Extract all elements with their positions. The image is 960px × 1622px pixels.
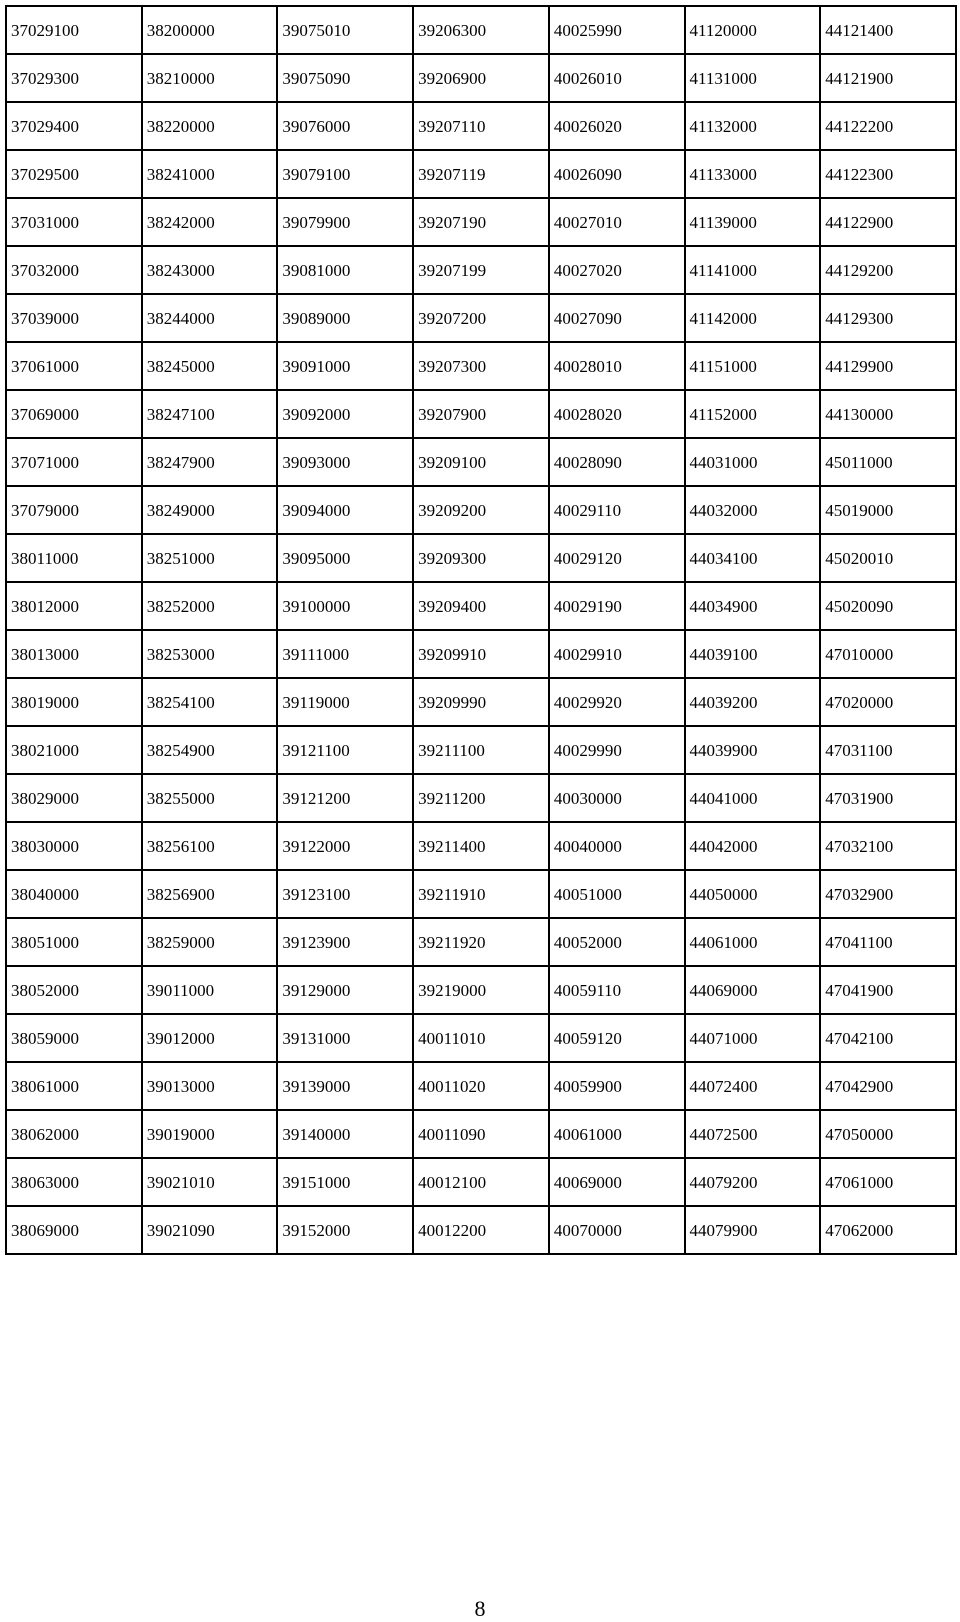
table-cell: 47032100 xyxy=(820,822,956,870)
table-cell: 38200000 xyxy=(142,6,278,54)
table-cell: 40012100 xyxy=(413,1158,549,1206)
table-row xyxy=(6,294,956,342)
table-cell: 40025990 xyxy=(549,6,685,54)
table-cell: 39207900 xyxy=(413,390,549,438)
table-row xyxy=(6,1158,956,1206)
table-cell: 38021000 xyxy=(6,726,142,774)
table-cell: 38220000 xyxy=(142,102,278,150)
table-cell: 38051000 xyxy=(6,918,142,966)
table-cell: 40029920 xyxy=(549,678,685,726)
table-cell: 39209990 xyxy=(413,678,549,726)
table-row xyxy=(6,438,956,486)
table-cell: 37039000 xyxy=(6,294,142,342)
table-row xyxy=(6,774,956,822)
table-row xyxy=(6,390,956,438)
table-cell: 44122900 xyxy=(820,198,956,246)
table-cell: 39209910 xyxy=(413,630,549,678)
table-cell: 38247900 xyxy=(142,438,278,486)
table-cell: 39021090 xyxy=(142,1206,278,1254)
table-cell: 39151000 xyxy=(277,1158,413,1206)
table-cell: 47061000 xyxy=(820,1158,956,1206)
table-row xyxy=(6,198,956,246)
table-cell: 37029500 xyxy=(6,150,142,198)
table-row xyxy=(6,6,956,54)
table-cell: 38029000 xyxy=(6,774,142,822)
table-cell: 47031100 xyxy=(820,726,956,774)
table-cell: 38210000 xyxy=(142,54,278,102)
table-cell: 38059000 xyxy=(6,1014,142,1062)
table-row xyxy=(6,342,956,390)
table-cell: 39129000 xyxy=(277,966,413,1014)
table-cell: 40029120 xyxy=(549,534,685,582)
table-cell: 39011000 xyxy=(142,966,278,1014)
table-cell: 40011020 xyxy=(413,1062,549,1110)
table-cell: 40026010 xyxy=(549,54,685,102)
table-cell: 44042000 xyxy=(685,822,821,870)
table-cell: 41133000 xyxy=(685,150,821,198)
table-cell: 40052000 xyxy=(549,918,685,966)
page-number: 8 xyxy=(474,1596,486,1621)
table-cell: 44121900 xyxy=(820,54,956,102)
table-cell: 40069000 xyxy=(549,1158,685,1206)
table-cell: 37032000 xyxy=(6,246,142,294)
table-cell: 40012200 xyxy=(413,1206,549,1254)
table-cell: 44079900 xyxy=(685,1206,821,1254)
table-cell: 40059900 xyxy=(549,1062,685,1110)
table-row xyxy=(6,822,956,870)
table-cell: 39075090 xyxy=(277,54,413,102)
table-cell: 44039200 xyxy=(685,678,821,726)
table-cell: 39076000 xyxy=(277,102,413,150)
table-cell: 44031000 xyxy=(685,438,821,486)
table-cell: 44034900 xyxy=(685,582,821,630)
table-cell: 39089000 xyxy=(277,294,413,342)
table-cell: 38243000 xyxy=(142,246,278,294)
table-row xyxy=(6,1014,956,1062)
table-cell: 38061000 xyxy=(6,1062,142,1110)
table-cell: 39211200 xyxy=(413,774,549,822)
table-cell: 37071000 xyxy=(6,438,142,486)
table-cell: 45019000 xyxy=(820,486,956,534)
table-cell: 41142000 xyxy=(685,294,821,342)
table-cell: 38254900 xyxy=(142,726,278,774)
table-cell: 39079100 xyxy=(277,150,413,198)
table-cell: 40026090 xyxy=(549,150,685,198)
table-cell: 41152000 xyxy=(685,390,821,438)
table-cell: 44129900 xyxy=(820,342,956,390)
table-cell: 38244000 xyxy=(142,294,278,342)
table-cell: 39079900 xyxy=(277,198,413,246)
table-cell: 39122000 xyxy=(277,822,413,870)
table-cell: 37031000 xyxy=(6,198,142,246)
table-cell: 47042100 xyxy=(820,1014,956,1062)
table-cell: 39211920 xyxy=(413,918,549,966)
table-cell: 38062000 xyxy=(6,1110,142,1158)
table-cell: 40029990 xyxy=(549,726,685,774)
table-cell: 39075010 xyxy=(277,6,413,54)
table-cell: 38245000 xyxy=(142,342,278,390)
table-cell: 47042900 xyxy=(820,1062,956,1110)
table-cell: 39123100 xyxy=(277,870,413,918)
table-cell: 39019000 xyxy=(142,1110,278,1158)
table-cell: 44122200 xyxy=(820,102,956,150)
table-cell: 45020090 xyxy=(820,582,956,630)
table-cell: 40029110 xyxy=(549,486,685,534)
table-cell: 41151000 xyxy=(685,342,821,390)
table-row xyxy=(6,966,956,1014)
table-cell: 39211910 xyxy=(413,870,549,918)
table-cell: 39209300 xyxy=(413,534,549,582)
table-row xyxy=(6,678,956,726)
table-cell: 38013000 xyxy=(6,630,142,678)
table-cell: 40040000 xyxy=(549,822,685,870)
table-cell: 38256100 xyxy=(142,822,278,870)
table-row xyxy=(6,102,956,150)
table-cell: 39100000 xyxy=(277,582,413,630)
table-cell: 38069000 xyxy=(6,1206,142,1254)
table-cell: 38241000 xyxy=(142,150,278,198)
table-row xyxy=(6,870,956,918)
table-cell: 39012000 xyxy=(142,1014,278,1062)
table-cell: 40051000 xyxy=(549,870,685,918)
table-cell: 39207119 xyxy=(413,150,549,198)
table-cell: 44039900 xyxy=(685,726,821,774)
table-cell: 44039100 xyxy=(685,630,821,678)
table-cell: 44050000 xyxy=(685,870,821,918)
table-cell: 39013000 xyxy=(142,1062,278,1110)
table-cell: 38040000 xyxy=(6,870,142,918)
table-cell: 38253000 xyxy=(142,630,278,678)
table-cell: 40061000 xyxy=(549,1110,685,1158)
table-row xyxy=(6,534,956,582)
table-cell: 39121200 xyxy=(277,774,413,822)
table-cell: 39111000 xyxy=(277,630,413,678)
table-cell: 44072500 xyxy=(685,1110,821,1158)
table-cell: 40030000 xyxy=(549,774,685,822)
table-row xyxy=(6,150,956,198)
table-cell: 39131000 xyxy=(277,1014,413,1062)
table-cell: 38259000 xyxy=(142,918,278,966)
table-cell: 39206300 xyxy=(413,6,549,54)
table-cell: 39095000 xyxy=(277,534,413,582)
table-cell: 39092000 xyxy=(277,390,413,438)
table-cell: 39140000 xyxy=(277,1110,413,1158)
table-cell: 38254100 xyxy=(142,678,278,726)
table-cell: 44071000 xyxy=(685,1014,821,1062)
table-cell: 40029190 xyxy=(549,582,685,630)
table-cell: 38252000 xyxy=(142,582,278,630)
table-cell: 38052000 xyxy=(6,966,142,1014)
table-row xyxy=(6,1110,956,1158)
table-cell: 39211100 xyxy=(413,726,549,774)
table-cell: 41131000 xyxy=(685,54,821,102)
table-cell: 37029100 xyxy=(6,6,142,54)
table-cell: 38030000 xyxy=(6,822,142,870)
table-cell: 44129200 xyxy=(820,246,956,294)
table-cell: 40027010 xyxy=(549,198,685,246)
table-cell: 40011090 xyxy=(413,1110,549,1158)
table-cell: 38255000 xyxy=(142,774,278,822)
table-cell: 38256900 xyxy=(142,870,278,918)
table-cell: 39139000 xyxy=(277,1062,413,1110)
table-cell: 41120000 xyxy=(685,6,821,54)
table-cell: 37029300 xyxy=(6,54,142,102)
table-cell: 44061000 xyxy=(685,918,821,966)
table-cell: 37061000 xyxy=(6,342,142,390)
table-row xyxy=(6,54,956,102)
table-cell: 39206900 xyxy=(413,54,549,102)
table-cell: 39207200 xyxy=(413,294,549,342)
table-cell: 45011000 xyxy=(820,438,956,486)
table-cell: 44069000 xyxy=(685,966,821,1014)
table-cell: 47032900 xyxy=(820,870,956,918)
table-cell: 40026020 xyxy=(549,102,685,150)
table-row xyxy=(6,486,956,534)
table-cell: 39207300 xyxy=(413,342,549,390)
table-cell: 39152000 xyxy=(277,1206,413,1254)
table-cell: 39219000 xyxy=(413,966,549,1014)
table-cell: 44122300 xyxy=(820,150,956,198)
table-cell: 40070000 xyxy=(549,1206,685,1254)
table-cell: 45020010 xyxy=(820,534,956,582)
table-cell: 38011000 xyxy=(6,534,142,582)
table-cell: 39081000 xyxy=(277,246,413,294)
code-table-body xyxy=(6,6,956,1254)
table-cell: 44032000 xyxy=(685,486,821,534)
table-cell: 38012000 xyxy=(6,582,142,630)
table-cell: 44041000 xyxy=(685,774,821,822)
table-cell: 41132000 xyxy=(685,102,821,150)
table-cell: 47031900 xyxy=(820,774,956,822)
table-cell: 39094000 xyxy=(277,486,413,534)
table-cell: 38247100 xyxy=(142,390,278,438)
table-cell: 40028090 xyxy=(549,438,685,486)
table-cell: 47010000 xyxy=(820,630,956,678)
table-cell: 39209400 xyxy=(413,582,549,630)
table-cell: 41141000 xyxy=(685,246,821,294)
table-row xyxy=(6,1206,956,1254)
table-cell: 39209200 xyxy=(413,486,549,534)
table-cell: 39207199 xyxy=(413,246,549,294)
table-row xyxy=(6,1062,956,1110)
table-cell: 44129300 xyxy=(820,294,956,342)
table-cell: 40027020 xyxy=(549,246,685,294)
table-row xyxy=(6,918,956,966)
table-cell: 38063000 xyxy=(6,1158,142,1206)
table-cell: 39121100 xyxy=(277,726,413,774)
table-cell: 38019000 xyxy=(6,678,142,726)
table-cell: 40011010 xyxy=(413,1014,549,1062)
table-cell: 40027090 xyxy=(549,294,685,342)
table-cell: 39207190 xyxy=(413,198,549,246)
table-cell: 39211400 xyxy=(413,822,549,870)
table-cell: 38242000 xyxy=(142,198,278,246)
table-cell: 39093000 xyxy=(277,438,413,486)
table-cell: 37029400 xyxy=(6,102,142,150)
table-cell: 40029910 xyxy=(549,630,685,678)
table-cell: 38249000 xyxy=(142,486,278,534)
table-cell: 41139000 xyxy=(685,198,821,246)
table-cell: 44034100 xyxy=(685,534,821,582)
table-cell: 44121400 xyxy=(820,6,956,54)
table-cell: 39123900 xyxy=(277,918,413,966)
table-cell: 40059120 xyxy=(549,1014,685,1062)
table-cell: 39091000 xyxy=(277,342,413,390)
table-row xyxy=(6,630,956,678)
code-table xyxy=(5,5,957,1255)
table-cell: 39119000 xyxy=(277,678,413,726)
table-cell: 40028020 xyxy=(549,390,685,438)
table-cell: 47050000 xyxy=(820,1110,956,1158)
table-cell: 47041900 xyxy=(820,966,956,1014)
table-cell: 47041100 xyxy=(820,918,956,966)
table-row xyxy=(6,582,956,630)
table-cell: 37079000 xyxy=(6,486,142,534)
table-cell: 39207110 xyxy=(413,102,549,150)
table-cell: 40028010 xyxy=(549,342,685,390)
table-cell: 44130000 xyxy=(820,390,956,438)
table-row xyxy=(6,726,956,774)
table-cell: 39209100 xyxy=(413,438,549,486)
table-cell: 40059110 xyxy=(549,966,685,1014)
table-row xyxy=(6,246,956,294)
table-cell: 44072400 xyxy=(685,1062,821,1110)
table-cell: 37069000 xyxy=(6,390,142,438)
table-cell: 44079200 xyxy=(685,1158,821,1206)
table-cell: 39021010 xyxy=(142,1158,278,1206)
table-cell: 38251000 xyxy=(142,534,278,582)
table-cell: 47062000 xyxy=(820,1206,956,1254)
table-cell: 47020000 xyxy=(820,678,956,726)
